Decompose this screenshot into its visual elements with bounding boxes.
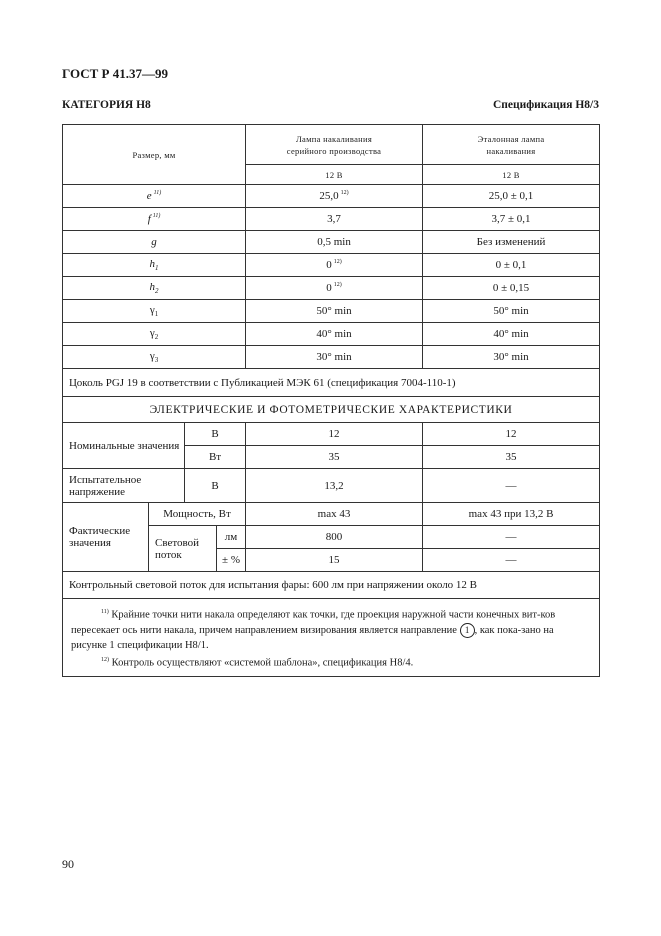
value-cell: 15 [246,549,423,572]
spec-title: Спецификация Н8/3 [492,99,599,111]
value-cell: — [423,526,600,549]
table-row: $\gamma_2$ 40° min 40° min [63,323,600,346]
value-cell: — [423,469,600,503]
reference-voltage: 12 В [423,165,600,185]
value-cell: 35 [423,446,600,469]
flux-label: Световой поток [149,526,217,572]
value-cell: — [423,549,600,572]
value-cell: 12 [423,423,600,446]
unit-cell: лм [217,526,246,549]
nominal-label: Номинальные значения [63,423,185,469]
category-title: КАТЕГОРИЯ Н8 [62,99,151,111]
value-cell: 13,2 [246,469,423,503]
table-row: g 0,5 min Без изменений [63,231,600,254]
value-cell: max 43 при 13,2 В [423,503,600,526]
table-row: e $^{11)}$ 25,0 $^{12)}$ 25,0 ± 0,1 [63,185,600,208]
value-cell: 35 [246,446,423,469]
section-title: ЭЛЕКТРИЧЕСКИЕ И ФОТОМЕТРИЧЕСКИЕ ХАРАКТЕРИСТИКИ [63,397,600,423]
value-cell: max 43 [246,503,423,526]
control-flux-note: Контрольный световой поток для испытания фары: 600 лм при напряжении около 12 В [63,572,600,599]
test-voltage-label: Испытательное напряжение [63,469,185,503]
footnote-11: $^{11)}$ Крайние точки нити накала определяют как точки, где проекция наружной части конечных вит-ков пересекает ось нити накала, причем направлением визирования является направление 1 , как пока-зано на рисунке 1 спецификации Н8/1. [71,609,556,651]
value-cell: 12 [246,423,423,446]
document-code: ГОСТ Р 41.37—99 [62,66,168,81]
serial-lamp-header: Лампа накаливания серийного производства [246,125,423,165]
reference-lamp-header: Эталонная лампа накаливания [423,125,600,165]
unit-cell: ± % [217,549,246,572]
power-label: Мощность, Вт [149,503,246,526]
actual-label: Фактические значения [63,503,149,572]
unit-cell: В [185,423,246,446]
table-row: $\gamma_1$ 50° min 50° min [63,300,600,323]
table-row: $h_1$ 0 $^{12)}$ 0 ± 0,1 [63,254,600,277]
base-note: Цоколь PGJ 19 в соответствии с Публикацией МЭК 61 (спецификация 7004-110-1) [63,369,600,397]
table-row: f $^{11)}$ 3,7 3,7 ± 0,1 [63,208,600,231]
page-number: 90 [62,857,74,871]
footnotes [63,599,600,677]
value-cell: 800 [246,526,423,549]
footnote-12: $^{12)}$ Контроль осуществляют «системой шаблона», спецификация Н8/4. [101,656,414,669]
table-row: $\gamma_3$ 30° min 30° min [63,346,600,369]
unit-cell: В [185,469,246,503]
serial-voltage: 12 В [246,165,423,185]
unit-cell: Вт [185,446,246,469]
table-row: $h_2$ 0 $^{12)}$ 0 ± 0,15 [63,277,600,300]
circled-number: 1 [460,623,475,638]
spec-table [62,124,600,677]
dimension-header: Размер, мм [63,125,246,185]
